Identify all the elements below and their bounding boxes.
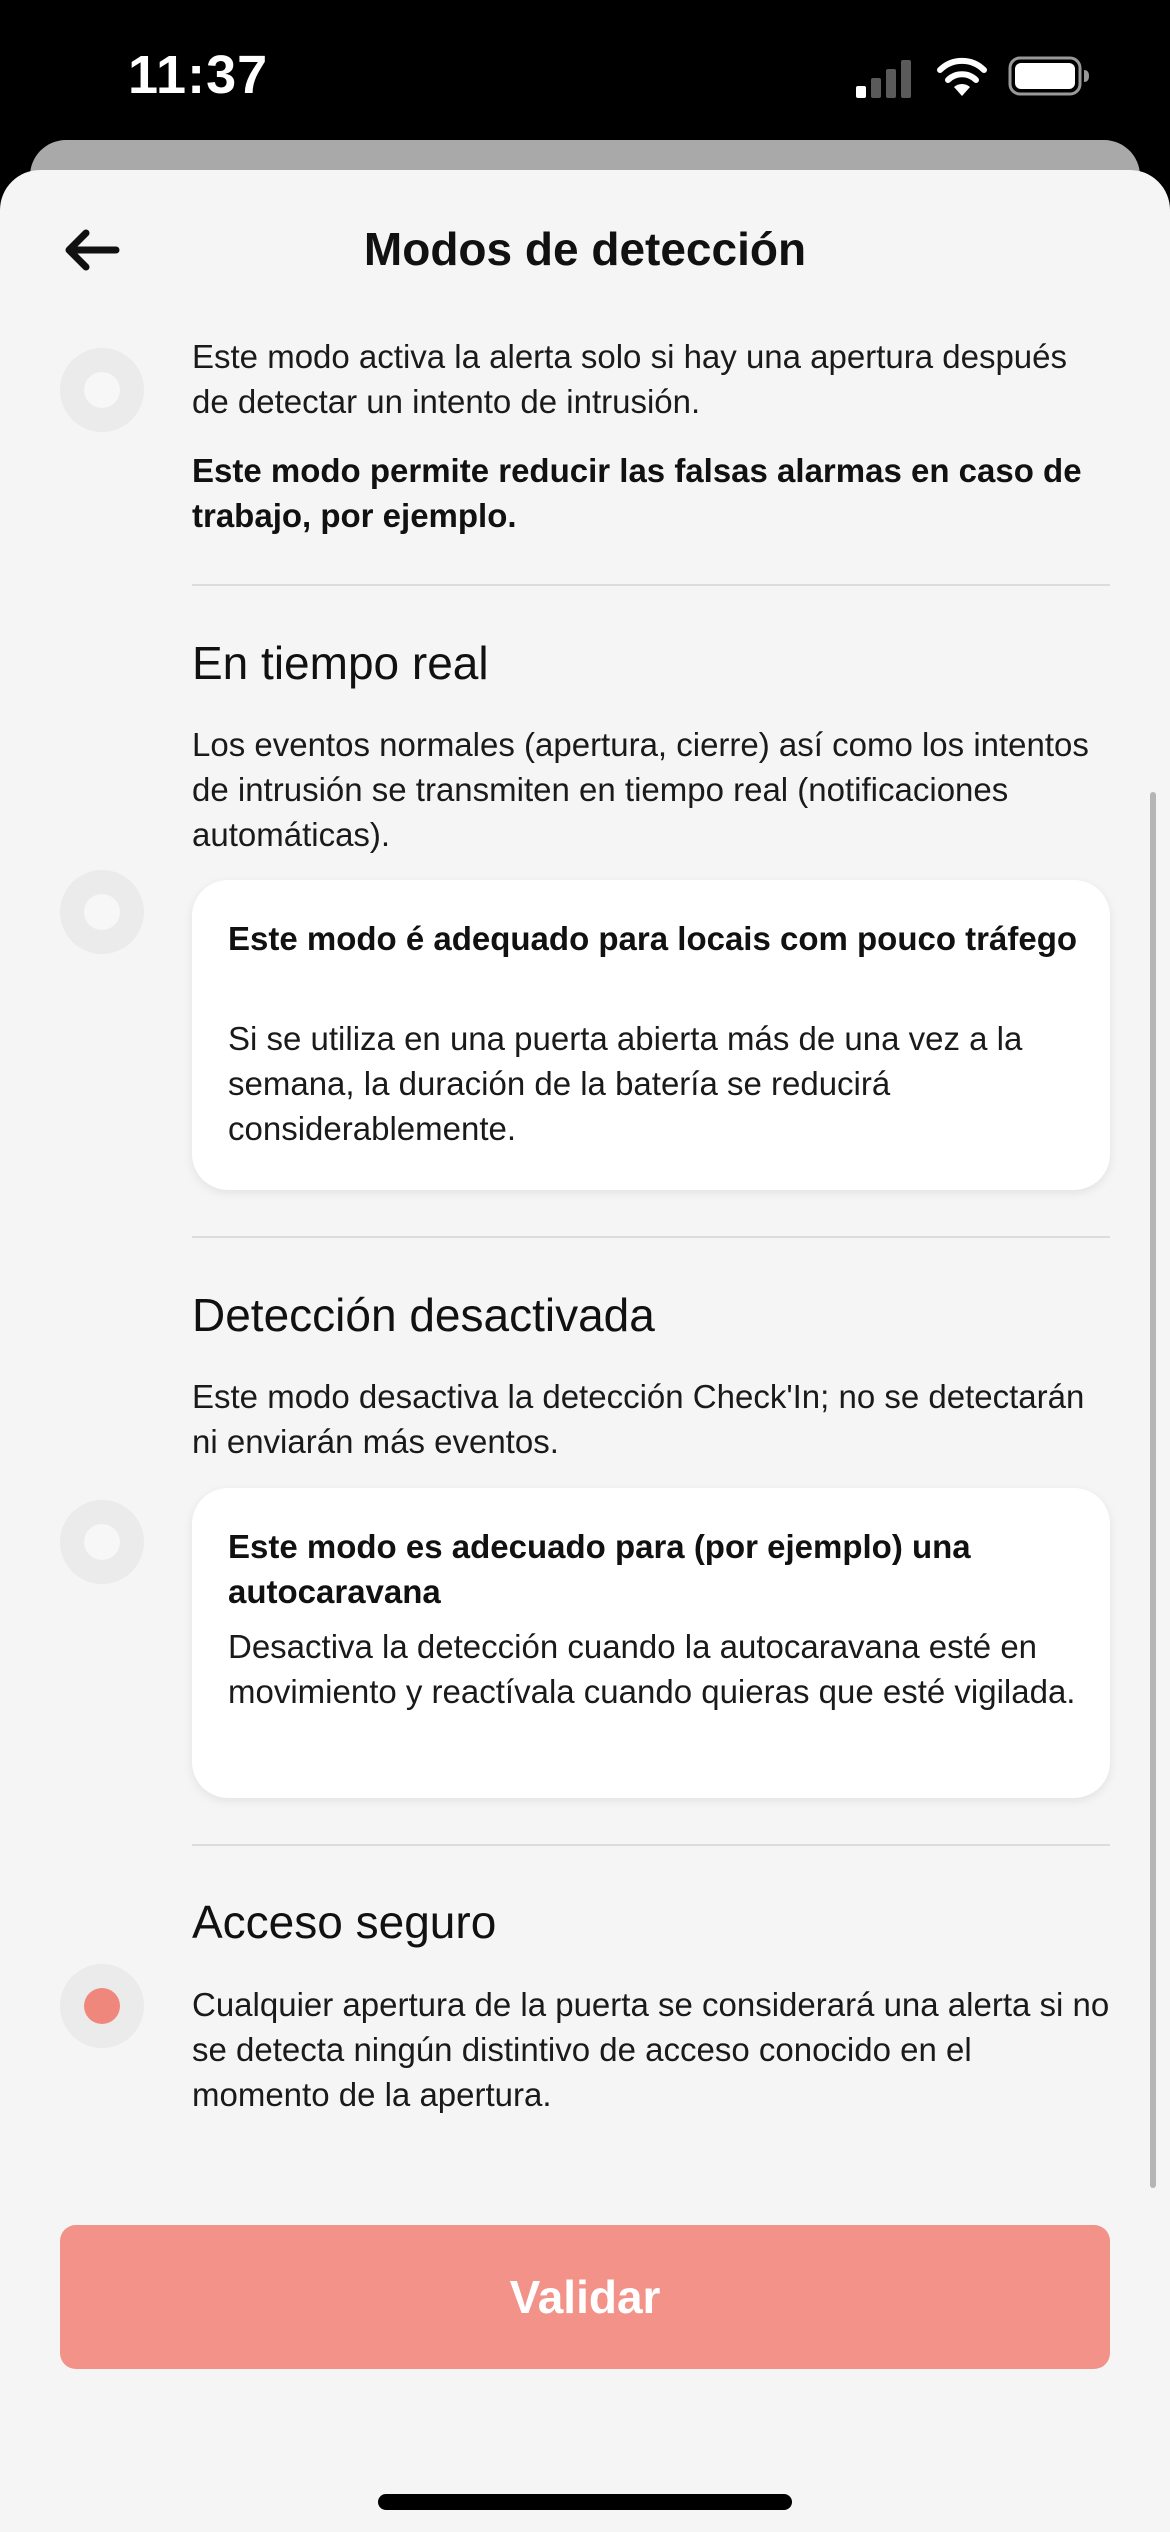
mode-description: Cualquier apertura de la puerta se considerará una alerta si no se detecta ningún distintivo de acceso conocido en el momento de la apertura.	[192, 1986, 1110, 2113]
card-title: Este modo é adequado para locais com pouco tráfego	[228, 920, 1078, 957]
mode-info-card	[192, 880, 1110, 1190]
mode-radio-intrusion[interactable]	[60, 348, 144, 432]
mode-radio-detection-off[interactable]	[60, 1500, 144, 1584]
signal-icon	[854, 58, 914, 98]
validate-button[interactable]: Validar	[60, 2225, 1110, 2369]
scrollbar[interactable]	[1150, 792, 1156, 2188]
mode-info-card	[192, 1488, 1110, 1798]
mode-radio-secure-access[interactable]	[60, 1964, 144, 2048]
mode-title-detection-off: Detección desactivada	[192, 1289, 655, 1341]
mode-title-secure-access: Acceso seguro	[192, 1896, 497, 1948]
mode-description: Este modo desactiva la detección Check'In; no se detectarán ni enviarán más eventos.	[192, 1378, 1085, 1460]
mode-radio-real-time[interactable]	[60, 870, 144, 954]
mode-description: Este modo activa la alerta solo si hay una apertura después de detectar un intento de intrusión.	[192, 338, 1068, 420]
card-title: Este modo es adecuado para (por ejemplo) una autocaravana	[228, 1528, 971, 1610]
wifi-icon	[936, 54, 988, 98]
mode-description: Los eventos normales (apertura, cierre) así como los intentos de intrusión se transmiten en tiempo real (notificaciones automáticas).	[192, 726, 1089, 853]
mode-note: Este modo permite reducir las falsas alarmas en caso de trabajo, por ejemplo.	[192, 452, 1082, 534]
divider	[192, 1844, 1110, 1846]
divider	[192, 1236, 1110, 1238]
divider	[192, 584, 1110, 586]
home-indicator	[378, 2494, 792, 2510]
card-body: Si se utiliza en una puerta abierta más de una vez a la semana, la duración de la batería se reducirá considerablemente.	[228, 1020, 1023, 1147]
status-bar	[0, 0, 1170, 150]
detection-modes-sheet	[0, 170, 1170, 2532]
status-time: 11:37	[128, 45, 269, 105]
battery-icon	[1008, 56, 1090, 96]
card-body: Desactiva la detección cuando la autocaravana esté en movimiento y reactívala cuando quieras que esté vigilada.	[228, 1628, 1076, 1710]
page-title: Modos de detección	[363, 223, 807, 275]
mode-title-real-time: En tiempo real	[192, 637, 489, 689]
